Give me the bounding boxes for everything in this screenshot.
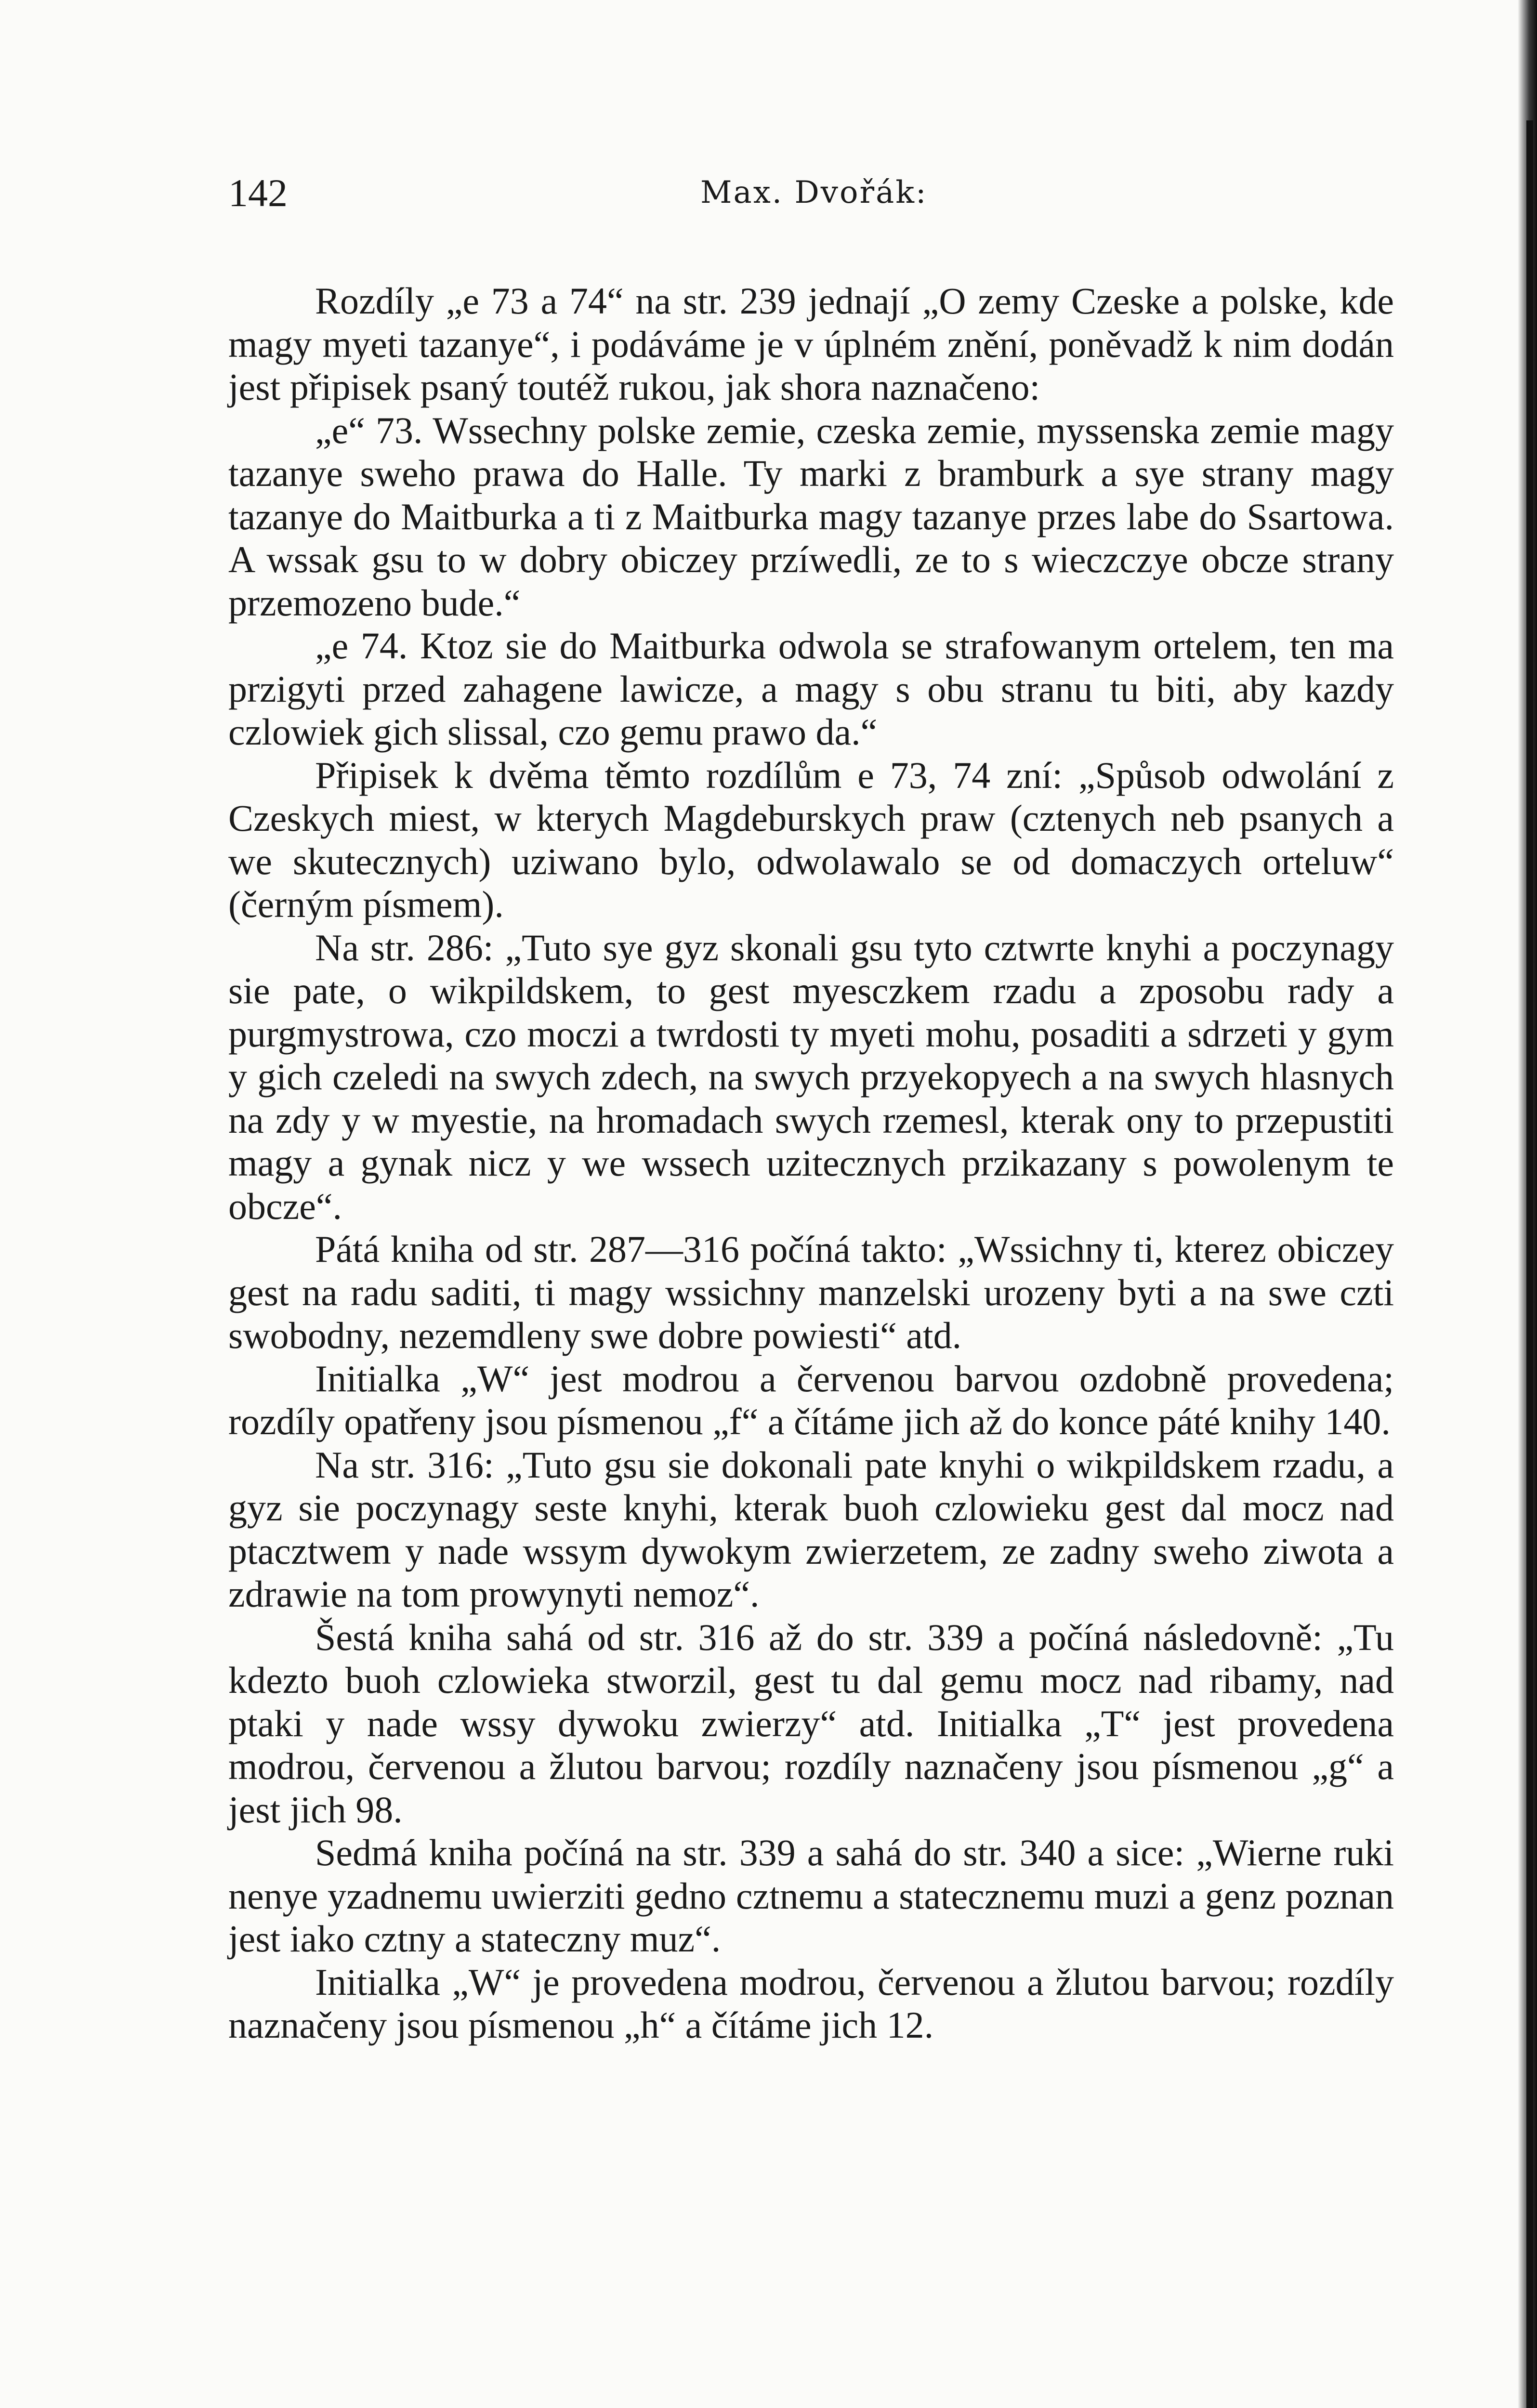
paragraph-6: Pátá kniha od str. 287—316 počíná takto: „Wssichny ti, kterez obiczey gest na radu saditi, ti magy wssichny manzelski urozeny byti a na swe czti swobodny, nezemdleny swe dobre powiesti“ atd. [228,1228,1394,1356]
running-head: Max. Dvořák: [700,175,928,210]
paragraph-11: Initialka „W“ je provedena modrou, červenou a žlutou barvou; rozdíly naznačeny jsou písmenou „h“ a čítáme jich 12. [228,1961,1394,2046]
page-header [228,173,1394,226]
paragraph-1: Rozdíly „e 73 a 74“ na str. 239 jednají „O zemy Czeske a polske, kde magy myeti tazanye“, i podáváme je v úplném znění, poněvadž k nim dodán jest připisek psaný toutéž rukou, jak shora naznačeno: [228,280,1394,408]
page-number: 142 [228,171,288,215]
page-content [228,173,1394,2047]
paragraph-4: Připisek k dvěma těmto rozdílům e 73, 74 zní: „Spůsob odwolání z Czeskych miest, w kterych Magdeburskych praw (cztenych neb psanych a we skutecznych) uziwano bylo, odwolawalo se od domaczych orteluw“ (černým písmem). [228,754,1394,925]
paragraph-5: Na str. 286: „Tuto sye gyz skonali gsu tyto cztwrte knyhi a poczynagy sie pate, o wikpildskem, to gest myesczkem rzadu a zposobu rady a purgmystrowa, czo moczi a twrdosti ty myeti mohu, posaditi a sdrzeti y gym y gich czeledi na swych zdech, na swych przyekopyech a na swych hlasnych na zdy y w myestie, na hromadach swych rzemesl, kterak ony to przepustiti magy a gynak nicz y we wssech uzitecznych przikazany s powolenym te obcze“. [228,926,1394,1227]
paragraph-9: Šestá kniha sahá od str. 316 až do str. 339 a počíná následovně: „Tu kdezto buoh czlowieka stworzil, gest tu dal gemu mocz nad ribamy, nad ptaki y nade wssy dywoku zwierzy“ atd. Initialka „T“ jest provedena modrou, červenou a žlutou barvou; rozdíly naznačeny jsou písmenou „g“ a jest jich 98. [228,1616,1394,1831]
paragraph-7: Initialka „W“ jest modrou a červenou barvou ozdobně provedena; rozdíly opatřeny jsou písmenou „f“ a čítáme jich až do konce páté knihy 140. [228,1357,1394,1442]
paragraph-3: „e 74. Ktoz sie do Maitburka odwola se strafowanym ortelem, ten ma przigyti przed zahagene lawicze, a magy s obu stranu tu biti, aby kazdy czlowiek gich slissal, czo gemu prawo da.“ [228,625,1394,753]
paragraph-10: Sedmá kniha počíná na str. 339 a sahá do str. 340 a sice: „Wierne ruki nenye yzadnemu uwierziti gedno cztnemu a statecznemu muzi a genz poznan jest iako cztny a stateczny muz“. [228,1832,1394,1960]
body-text [228,279,1394,2047]
paragraph-8: Na str. 316: „Tuto gsu sie dokonali pate knyhi o wikpildskem rzadu, a gyz sie poczynagy seste knyhi, kterak buoh czlowieku gest dal mocz nad ptacztwem y nade wssym dywokym zwierzetem, ze zadny sweho ziwota a zdrawie na tom prowynyti nemoz“. [228,1443,1394,1615]
book-spine-edge [1526,120,1533,2408]
paragraph-2: „e“ 73. Wssechny polske zemie, czeska zemie, myssenska zemie magy tazanye sweho prawa do Halle. Ty marki z bramburk a sye strany magy tazanye do Maitburka a ti z Maitburka magy tazanye przes labe do Ssartowa. A wssak gsu to w dobry obiczey przíwedli, ze to s wieczczye obcze strany przemozeno bude.“ [228,409,1394,624]
